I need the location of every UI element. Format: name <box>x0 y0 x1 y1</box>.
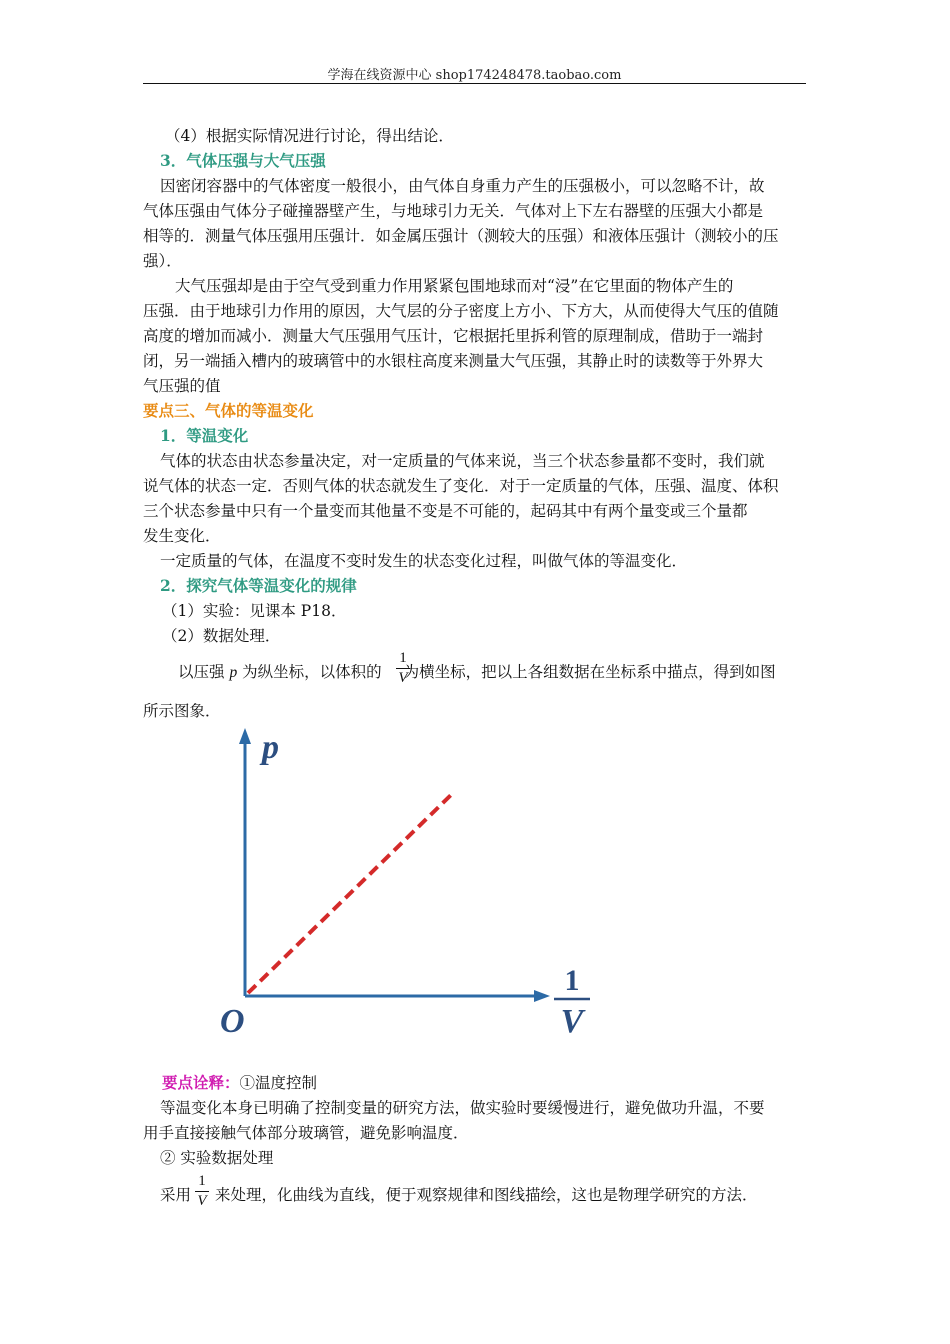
paragraph-line: 发生变化． <box>143 527 221 545</box>
step-2-text: （2）数据处理． <box>162 627 281 645</box>
x-axis-label-denominator: V <box>560 1003 584 1040</box>
fraction-bar <box>195 1191 209 1192</box>
isotherm-line <box>248 793 453 993</box>
key-note-item-1: ①温度控制 <box>239 1074 318 1092</box>
pressure-symbol: p <box>229 664 238 681</box>
x-axis-arrow <box>534 990 550 1002</box>
paragraph-line: 气体的状态由状态参量决定，对一定质量的气体来说，当三个状态参量都不变时，我们就 <box>160 452 765 470</box>
header-divider <box>143 83 806 84</box>
subheading-isothermal: 1．等温变化 <box>160 426 249 445</box>
paragraph-line: 大气压强却是由于空气受到重力作用紧紧包围地球而对“浸”在它里面的物体产生的 <box>175 277 734 295</box>
section-heading-3: 3．气体压强与大气压强 <box>160 151 326 170</box>
paragraph-line: 高度的增加而减小．测量大气压强用气压计，它根据托里拆利管的原理制成，借助于一端封 <box>143 327 764 345</box>
y-axis-arrow <box>239 728 251 744</box>
y-axis-label: p <box>262 729 279 766</box>
step-4-text: （4）根据实际情况进行讨论，得出结论． <box>165 127 454 145</box>
paragraph-line: 所示图象． <box>143 702 221 720</box>
paragraph-line: 因密闭容器中的气体密度一般很小，由气体自身重力产生的压强极小，可以忽略不计，故 <box>160 177 765 195</box>
key-point-heading-3: 要点三、气体的等温变化 <box>143 401 314 420</box>
text-segment: 为横坐标，把以上各组数据在坐标系中描点，得到如图 <box>403 663 776 681</box>
paragraph-line: 说气体的状态一定．否则气体的状态就发生了变化．对于一定质量的气体，压强、温度、体积 <box>143 477 779 495</box>
step-1-text: （1）实验：见课本 P18． <box>162 602 347 620</box>
fraction-numerator: 1 <box>198 1173 206 1189</box>
subheading-explore: 2．探究气体等温变化的规律 <box>160 576 357 595</box>
axis-description-line <box>178 660 843 685</box>
definition-line: 一定质量的气体，在温度不变时发生的状态变化过程，叫做气体的等温变化． <box>160 552 688 570</box>
text-segment: 采用 <box>160 1186 192 1204</box>
text-segment: 为纵坐标，以体积的 <box>242 663 382 681</box>
text-segment: 来处理，化曲线为直线，便于观察规律和图线描绘，这也是物理学研究的方法． <box>215 1186 758 1204</box>
fraction-1-over-v <box>396 650 410 687</box>
data-processing-line <box>160 1183 825 1207</box>
fraction-1-over-v <box>195 1173 209 1210</box>
fraction-bar <box>396 668 410 669</box>
paragraph-line: 等温变化本身已明确了控制变量的研究方法，做实验时要缓慢进行，避免做功升温，不要 <box>160 1099 765 1117</box>
paragraph-line: 用手直接接触气体部分玻璃管，避免影响温度． <box>143 1124 469 1142</box>
origin-label: O <box>220 1003 245 1040</box>
key-note-label: 要点诠释： <box>162 1073 240 1092</box>
key-note-line <box>162 1071 827 1095</box>
paragraph-line: 气压强的值 <box>143 377 221 395</box>
fraction-numerator: 1 <box>399 650 407 666</box>
page-header: 学海在线资源中心 shop174248478.taobao.com <box>327 68 622 83</box>
paragraph-line: 三个状态参量中只有一个量变而其他量不变是不可能的，起码其中有两个量变或三个量都 <box>143 502 748 520</box>
paragraph-line: 压强．由于地球引力作用的原因，大气层的分子密度上方小、下方大，从而使得大气压的值随 <box>143 302 779 320</box>
text-segment: 以压强 <box>178 663 225 681</box>
paragraph-line: 闭，另一端插入槽内的玻璃管中的水银柱高度来测量大气压强，其静止时的读数等于外界大 <box>143 352 764 370</box>
paragraph-line: 气体压强由气体分子碰撞器壁产生，与地球引力无关．气体对上下左右器壁的压强大小都是 <box>143 202 764 220</box>
key-note-item-2: ② 实验数据处理 <box>160 1149 274 1167</box>
x-axis-label-numerator: 1 <box>564 964 580 997</box>
paragraph-line: 相等的．测量气体压强用压强计．如金属压强计（测较大的压强）和液体压强计（测较小的压 <box>143 227 779 245</box>
p-vs-inverse-volume-graph <box>210 726 610 1041</box>
paragraph-line: 强）． <box>143 252 182 270</box>
fraction-denominator: V <box>197 1193 207 1209</box>
fraction-denominator: V <box>398 670 408 686</box>
